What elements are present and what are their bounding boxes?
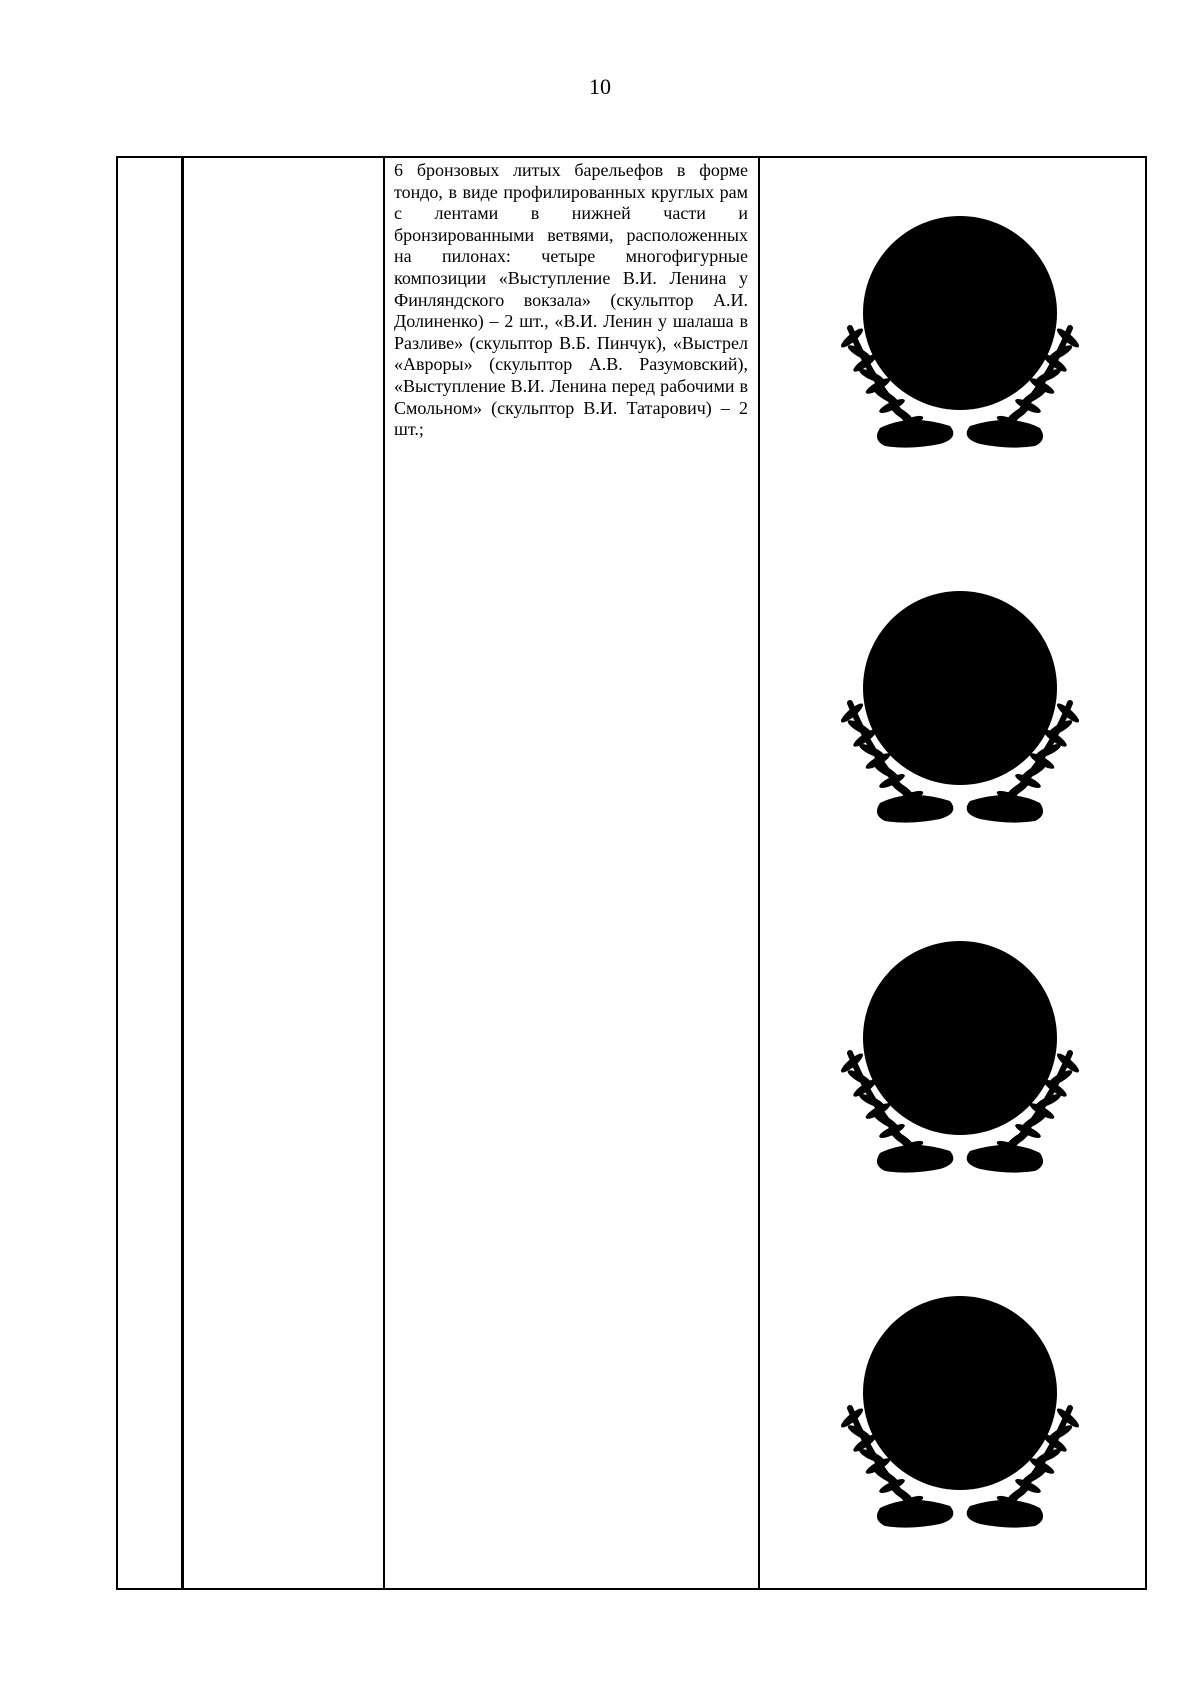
bas-relief-image-1 (810, 188, 1110, 488)
page-number: 10 (589, 74, 611, 99)
tondo-silhouette (810, 563, 1110, 863)
object-description: 6 бронзовых литых барельефов в форме тондо, в виде профилированных круглых рам с лентами в нижней части и бронзированными ветвями, расположенных на пилонах: четыре многофигурные композиции «Выступление В.И. Ленина у Финляндского вокзала» (скульптор А.И. Долиненко) – 2 шт., «В.И. Ленин у шалаша в Разливе» (скульптор В.Б. Пинчук), «Выстрел «Авроры» (скульптор А.В. Разумовский), «Выступление В.И. Ленина перед рабочими в Смольном» (скульптор В.И. Татарович) – 2 шт.; (394, 160, 748, 440)
tondo-silhouette (810, 188, 1110, 488)
image-column (760, 158, 1147, 1588)
tondo-silhouette (810, 1268, 1110, 1568)
tondo-silhouette (810, 913, 1110, 1213)
bas-relief-image-2 (810, 563, 1110, 863)
column-divider (383, 158, 385, 1588)
monument-table (116, 156, 1147, 1590)
bas-relief-image-3 (810, 913, 1110, 1213)
bas-relief-image-4 (810, 1268, 1110, 1568)
column-divider (183, 158, 184, 1588)
